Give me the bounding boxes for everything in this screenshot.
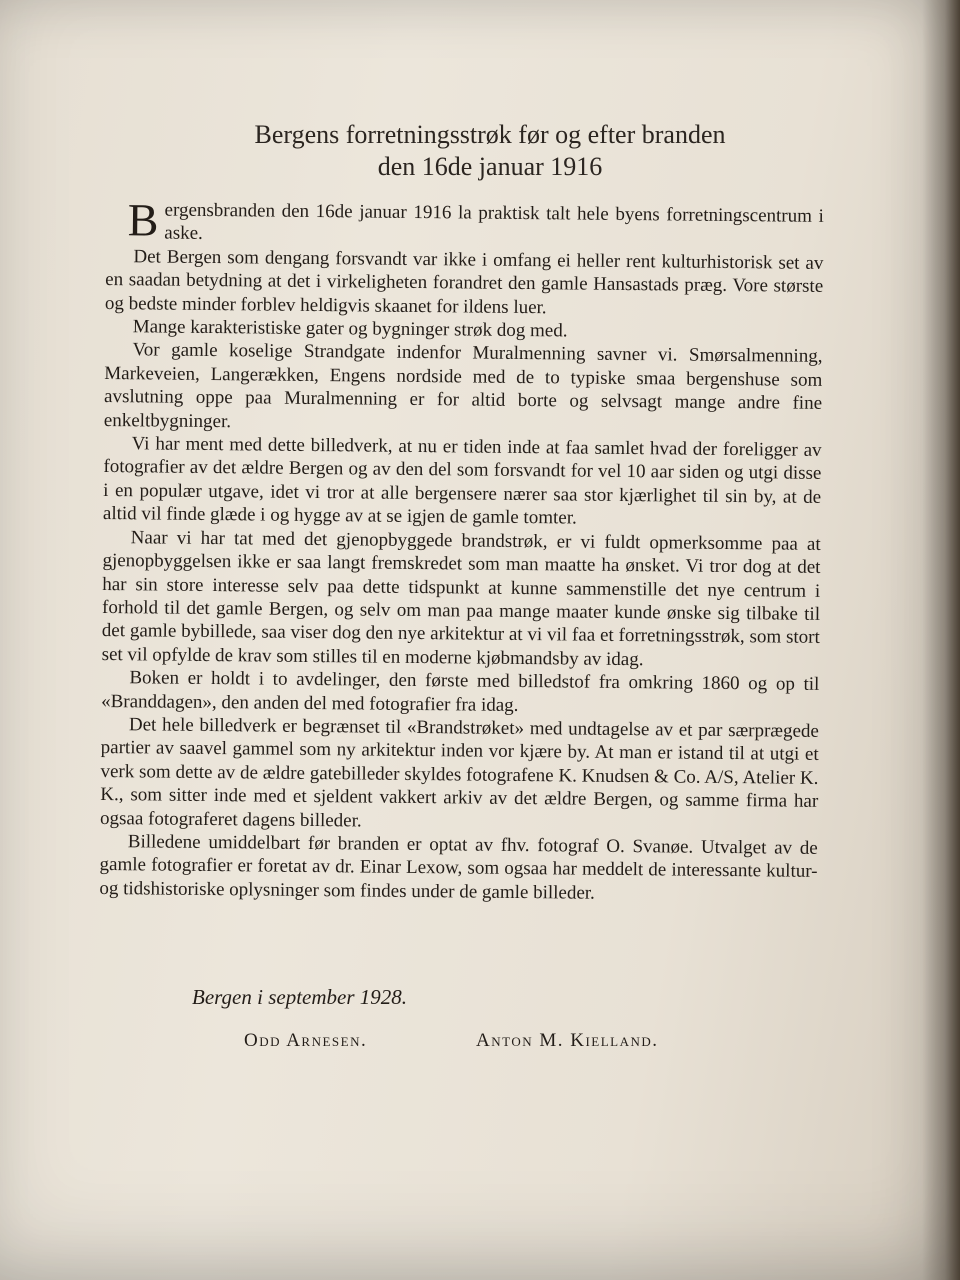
paragraph-2: Det Bergen som dengang forsvandt var ikke i omfang ei heller rent kulturhistorisk set av en saadan betydning at det i virkeligheten forandret den gamle Hansastads præg. Vore største og bedste minder forblev heldigvis skaanet for ildens luer. xyxy=(104,246,824,318)
page-edge-shadow xyxy=(922,0,960,1280)
drop-cap: B xyxy=(127,194,159,246)
title-line-1: Bergens forretningsstrøk før og efter branden xyxy=(254,120,726,149)
paragraph-5: Vi har ment med dette billedverk, at nu er tiden inde at faa samlet hvad der foreligger av fotografier av det ældre Bergen og av den del som forsvandt for vel 10 aar siden og utgi disse i en populær utgave, idet vi tror at alle bergensere nærer saa stor kjærlighet til sin by, at de altid vil finde glæde i og hygge av at se igjen de gamle tomter. xyxy=(102,433,822,529)
paragraph-4: Vor gamle koselige Strandgate indenfor Muralmenning savner vi. Smørsalmenning, Markeveien, Langerækken, Engens nordside med de to typiske smaa bergenshuse som avslutning oppe paa Muralmenning er for altid borte og selvsagt mange andre fine enkeltbygninger. xyxy=(103,339,823,432)
body-text xyxy=(99,194,824,907)
signature-odd-arnesen: Odd Arnesen. xyxy=(244,1030,368,1051)
paragraph-9: Billedene umiddelbart før branden er optat av fhv. fotograf O. Svanøe. Utvalget av de gamle fotografier er foretat av dr. Einar Lexow, som ogsaa har meddelt de interessante kultur- og tidshistoriske oplysninger som findes under de gamle billeder. xyxy=(99,831,818,904)
paragraph-7: Boken er holdt i to avdelinger, den første med billedstof fra omkring 1860 og op til «Branddagen», den anden del med fotografier fra idag. xyxy=(101,667,820,716)
place-and-date: Bergen i september 1928. xyxy=(192,985,408,1009)
title-line-2: den 16de januar 1916 xyxy=(377,152,603,181)
signature-anton-kielland: Anton M. Kielland. xyxy=(476,1030,659,1051)
paragraph-1: Bergensbranden den 16de januar 1916 la praktisk talt hele byens forretningscentrum i aske. xyxy=(127,194,824,246)
paragraph-6: Naar vi har tat med det gjenopbyggede brandstrøk, er vi fuldt opmerksomme paa at gjenopbyggelsen ikke er saa langt fremskredet som man maatte ha ønsket. Vi tror dog at det har sin store interesse selv paa dette tidspunkt at kunne sammenstille det nye centrum i forhold til det gamle Bergen, og selv om man paa mange maater kunde ønske sig tilbake til det gamle bybillede, saa viser dog den nye arkitektur at vi vil faa et forretningsstrøk, som stort set vil opfylde de krav som stilles til en moderne kjøbmandsby av idag. xyxy=(101,526,821,670)
paragraph-3: Mange karakteristiske gater og bygninger strøk dog med. xyxy=(132,316,568,342)
paragraph-8: Det hele billedverk er begrænset til «Brandstrøket» med undtagelse av et par særprægede partier av saavel gammel som ny arkitektur inden vor kjære by. At man er istand til at utgi et verk som dette av de ældre gatebilleder skyldes fotografene K. Knudsen & Co. A/S, Atelier K. K., som sitter inde med et sjeldent vakkert arkiv av det ældre Bergen, og samme firma har ogsaa fotograferet dagens billeder. xyxy=(99,714,820,832)
